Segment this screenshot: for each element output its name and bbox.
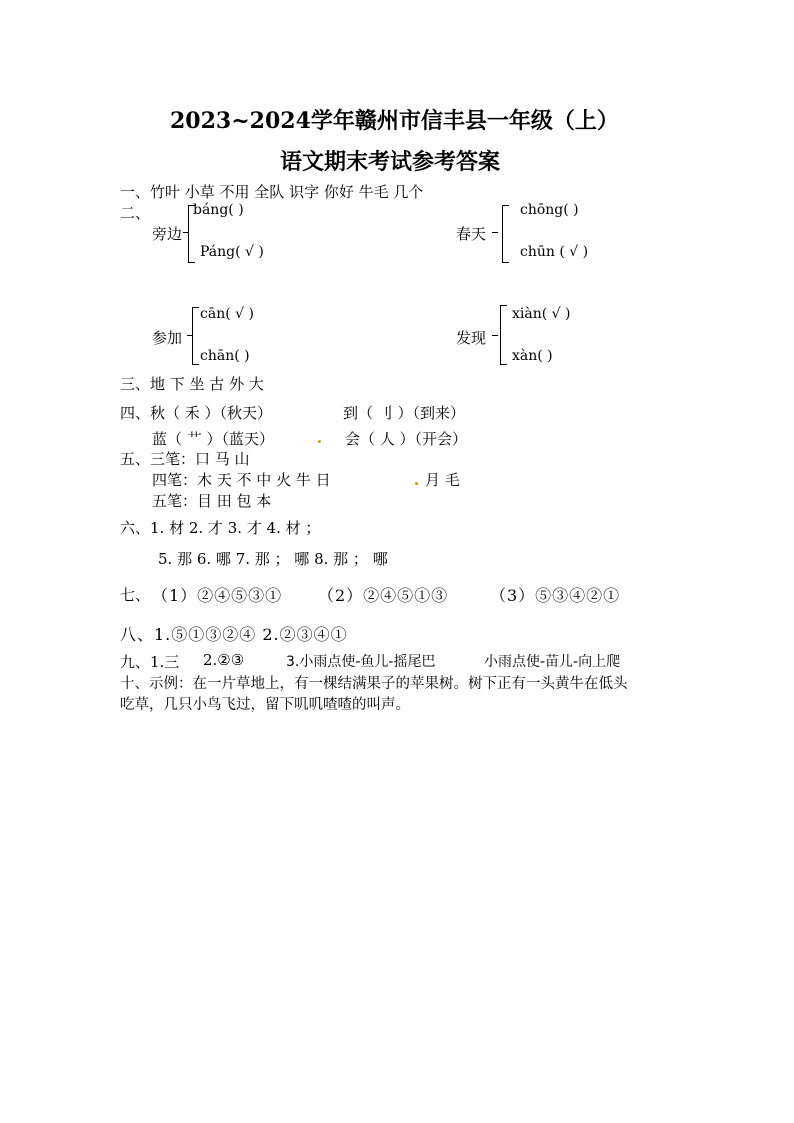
- q2-word-3: 参加: [152, 329, 183, 347]
- q2-brace-tick-3: [187, 335, 193, 336]
- question-9-part-3: 3.小雨点使-鱼儿-摇尾巴: [286, 654, 436, 670]
- q2-word-4: 发现: [456, 329, 487, 347]
- q2-brace-3: [192, 307, 199, 365]
- question-9-part-2: 2.②③: [203, 651, 245, 669]
- q2-option-4a: xiàn( √ ): [512, 306, 571, 322]
- question-5-row2: 四笔：木 天 不 中 火 牛 日: [152, 471, 331, 489]
- question-9-part-4: 小雨点使-苗儿-向上爬: [484, 654, 621, 670]
- question-8: 八、1.⑤①③②④ 2.②③④①: [120, 625, 348, 644]
- question-5-row2-end: 月 毛: [425, 471, 460, 489]
- question-1: 一、竹叶 小草 不用 全队 识字 你好 牛毛 几个: [120, 183, 424, 201]
- question-6-row1: 六、1. 材 2. 才 3. 才 4. 材 ；: [120, 519, 321, 537]
- q2-word-1: 旁边: [152, 225, 183, 243]
- question-3: 三、地 下 坐 古 外 大: [120, 375, 264, 393]
- q2-word-2: 春天: [456, 225, 487, 243]
- stray-dot: [318, 440, 321, 443]
- question-7-part-1: （1）②④⑤③①: [152, 586, 283, 605]
- stray-dot-2: [415, 482, 418, 485]
- question-6-row2: 5. 那 6. 哪 7. 那 ； 哪 8. 那 ； 哪: [158, 550, 388, 568]
- question-4-row2-right: 会（ 人 ）（开会）: [345, 430, 468, 448]
- q2-option-2b: chūn ( √ ): [520, 244, 589, 260]
- q2-option-3b: chān( ): [200, 348, 250, 364]
- q2-option-4b: xàn( ): [512, 348, 553, 364]
- question-7-label: 七、: [120, 586, 151, 604]
- question-4-row2-left: 蓝（ 艹 ）（蓝天）: [152, 430, 275, 448]
- question-5-row3: 五笔：目 田 包 本: [152, 492, 272, 510]
- question-10-line-2: 吃草，几只小鸟飞过，留下叽叽喳喳的叫声。: [120, 697, 410, 713]
- q2-bracket-tick-4: [492, 335, 498, 336]
- page-subtitle: 语文期末考试参考答案: [280, 149, 501, 175]
- q2-brace-2: [502, 205, 509, 263]
- q2-brace-4: [500, 305, 507, 365]
- question-9-part-1: 九、1.三: [120, 653, 180, 671]
- question-7-part-3: （3）⑤③④②①: [490, 586, 621, 605]
- q2-option-1b: Páng( √ ): [200, 244, 264, 260]
- q2-option-2a: chōng( ): [520, 202, 579, 218]
- q2-brace-tick-1: [183, 232, 189, 233]
- question-2-label: 二、: [120, 204, 151, 222]
- q2-option-3a: cān( √ ): [200, 306, 254, 322]
- question-7-part-2: （2）②④⑤①③: [318, 586, 449, 605]
- question-5-row1: 五、三笔：口 马 山: [120, 450, 250, 468]
- q2-bracket-tick-2: [492, 232, 498, 233]
- question-10-line-1: 十、示例：在一片草地上，有一棵结满果子的苹果树。树下正有一头黄牛在低头: [120, 676, 628, 692]
- q2-option-1a: báng( ): [193, 202, 244, 218]
- question-4-row1-left: 四、秋（ 禾 ）（秋天）: [120, 404, 273, 422]
- question-4-row1-right: 到（ 刂 ）（到来）: [343, 404, 466, 422]
- page-title: 2023~2024学年赣州市信丰县一年级（上）: [170, 108, 619, 134]
